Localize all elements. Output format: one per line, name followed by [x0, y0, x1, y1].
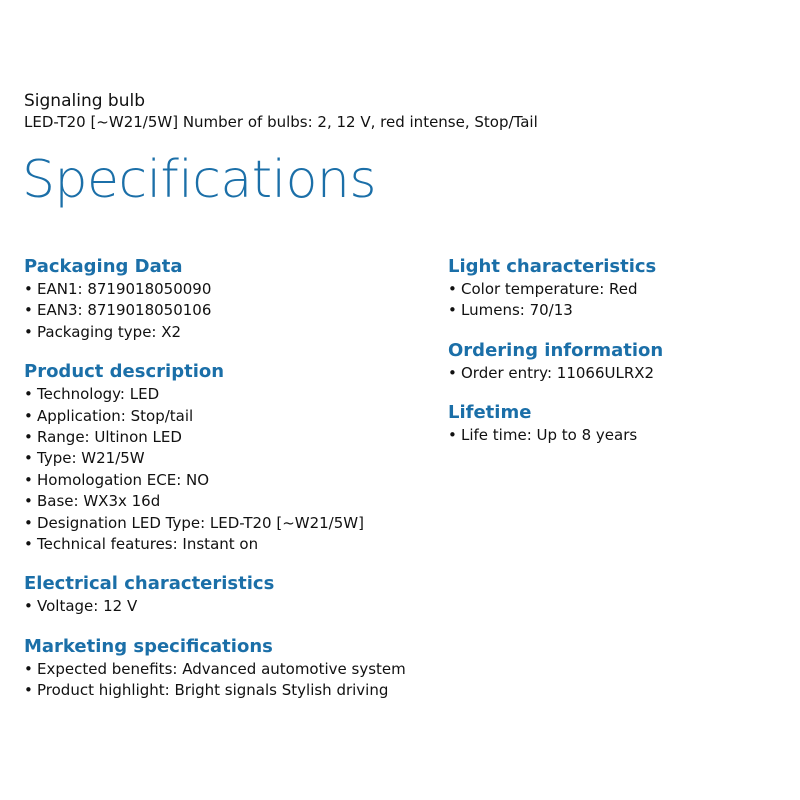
spec-list: [24, 279, 424, 343]
spec-item-text: Designation LED Type: LED-T20 [~W21/5W]: [37, 513, 364, 532]
bullet-icon: •: [24, 597, 33, 616]
section-title: Lifetime: [448, 402, 532, 424]
bullet-icon: •: [24, 385, 33, 404]
spec-item: [24, 470, 424, 491]
section-product-description: [24, 361, 424, 555]
spec-item-text: Range: Ultinon LED: [37, 428, 182, 447]
bullet-icon: •: [24, 535, 33, 554]
bullet-icon: •: [24, 513, 33, 532]
spec-item: [448, 300, 778, 321]
spec-item-text: Application: Stop/tail: [37, 406, 194, 425]
bullet-icon: •: [448, 280, 457, 298]
bullet-icon: •: [24, 406, 33, 425]
spec-list: [24, 384, 424, 555]
spec-item-text: EAN3: 8719018050106: [37, 301, 212, 320]
spec-item-text: Packaging type: X2: [37, 322, 182, 341]
bullet-icon: •: [24, 301, 33, 320]
section-title: Packaging Data: [24, 256, 183, 277]
product-name: Signaling bulb: [24, 91, 145, 111]
spec-item-text: Base: WX3x 16d: [37, 492, 161, 511]
bullet-icon: •: [24, 470, 33, 489]
bullet-icon: •: [24, 659, 33, 678]
spec-item-text: Lumens: 70/13: [461, 301, 573, 320]
spec-item: [448, 279, 778, 300]
spec-item-text: Expected benefits: Advanced automotive system: [37, 659, 406, 678]
spec-item: [24, 427, 424, 448]
section-ordering-information: [448, 340, 778, 384]
page-title: Specifications: [22, 150, 376, 210]
spec-item: [24, 659, 424, 680]
spec-item-text: Homologation ECE: NO: [37, 470, 210, 489]
spec-item-text: EAN1: 8719018050090: [37, 280, 212, 298]
section-packaging-data: [24, 256, 424, 343]
spec-list: [448, 279, 778, 322]
section-light-characteristics: [448, 256, 778, 322]
bullet-icon: •: [24, 428, 33, 447]
left-column: [24, 256, 424, 720]
section-title: Product description: [24, 361, 225, 383]
spec-item: [24, 300, 424, 321]
spec-list: [448, 363, 778, 384]
bullet-icon: •: [448, 301, 457, 320]
spec-item-text: Technical features: Instant on: [37, 535, 259, 554]
bullet-icon: •: [448, 363, 457, 382]
section-electrical-characteristics: [24, 573, 424, 617]
spec-item: [24, 680, 424, 701]
product-subtitle: LED-T20 [~W21/5W] Number of bulbs: 2, 12 V, red intense, Stop/Tail: [24, 113, 538, 131]
spec-item: [448, 363, 778, 384]
bullet-icon: •: [24, 280, 33, 298]
spec-item: [24, 491, 424, 512]
spec-item: [24, 406, 424, 427]
spec-item: [24, 596, 424, 617]
section-title: Light characteristics: [448, 256, 657, 277]
section-marketing-specifications: [24, 636, 424, 702]
section-lifetime: [448, 402, 778, 446]
spec-item-text: Life time: Up to 8 years: [461, 426, 638, 445]
bullet-icon: •: [24, 322, 33, 341]
section-title: Marketing specifications: [24, 635, 273, 657]
spec-item-text: Product highlight: Bright signals Stylish driving: [37, 681, 389, 700]
spec-item: [24, 513, 424, 534]
spec-item: [24, 322, 424, 343]
spec-item-text: Voltage: 12 V: [37, 597, 138, 616]
document-header: [24, 90, 538, 132]
spec-item: [448, 425, 778, 446]
spec-item-text: Technology: LED: [37, 385, 160, 404]
section-title: Electrical characteristics: [24, 573, 275, 595]
section-title: Ordering information: [448, 339, 664, 361]
spec-item-text: Order entry: 11066ULRX2: [461, 363, 655, 382]
spec-item-text: Type: W21/5W: [37, 449, 145, 468]
spec-item-text: Color temperature: Red: [461, 280, 638, 298]
bullet-icon: •: [24, 681, 33, 700]
spec-item: [24, 384, 424, 405]
spec-item: [24, 448, 424, 469]
bullet-icon: •: [448, 426, 457, 445]
spec-list: [24, 596, 424, 617]
bullet-icon: •: [24, 449, 33, 468]
spec-item: [24, 534, 424, 555]
spec-list: [448, 425, 778, 446]
bullet-icon: •: [24, 492, 33, 511]
spec-list: [24, 659, 424, 702]
right-column: [448, 256, 778, 465]
spec-item: [24, 279, 424, 300]
